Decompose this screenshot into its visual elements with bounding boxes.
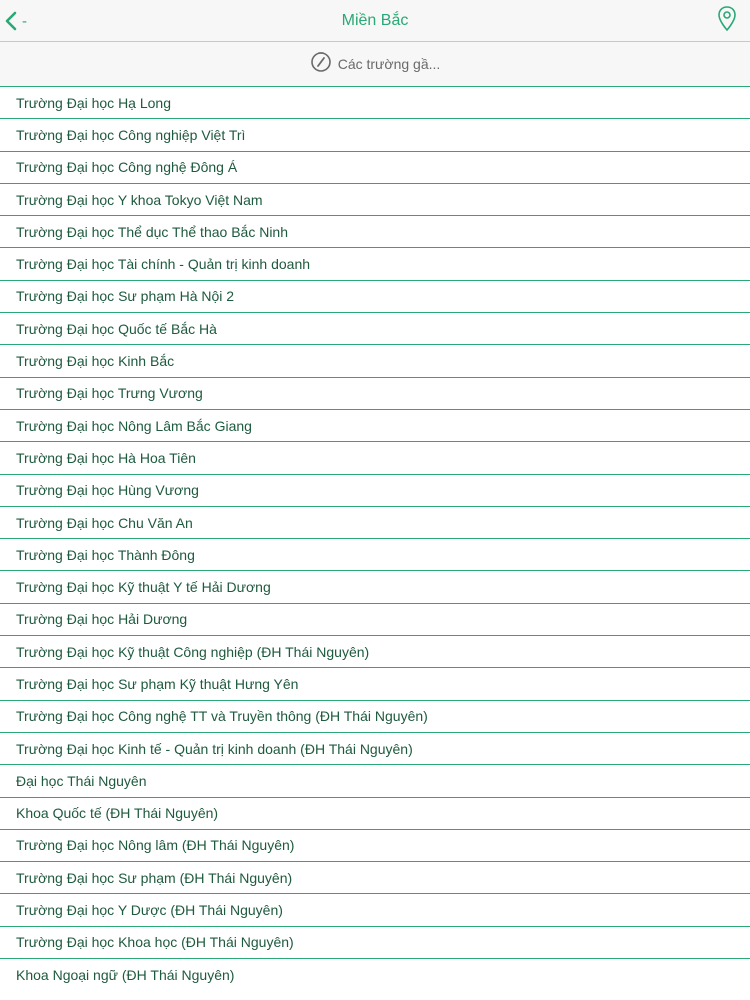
school-list-item[interactable]: Trường Đại học Y Dược (ĐH Thái Nguyên) (0, 893, 750, 925)
school-list-item[interactable]: Trường Đại học Kinh Bắc (0, 344, 750, 376)
navigation-bar (0, 0, 750, 42)
school-list-item[interactable]: Trường Đại học Y khoa Tokyo Việt Nam (0, 183, 750, 215)
school-list-item[interactable]: Trường Đại học Nông lâm (ĐH Thái Nguyên) (0, 829, 750, 861)
school-list-item[interactable]: Trường Đại học Kỹ thuật Y tế Hải Dương (0, 570, 750, 602)
school-list-item[interactable]: Khoa Quốc tế (ĐH Thái Nguyên) (0, 797, 750, 829)
school-list-item[interactable]: Trường Đại học Hải Dương (0, 603, 750, 635)
school-list-item[interactable]: Đại học Thái Nguyên (0, 764, 750, 796)
school-list-item[interactable]: Trường Đại học Kinh tế - Quản trị kinh doanh (ĐH Thái Nguyên) (0, 732, 750, 764)
location-button[interactable] (710, 5, 744, 37)
school-list-item[interactable]: Trường Đại học Sư phạm Kỹ thuật Hưng Yên (0, 667, 750, 699)
school-list-item[interactable]: Trường Đại học Khoa học (ĐH Thái Nguyên) (0, 926, 750, 958)
school-list-item[interactable]: Trường Đại học Chu Văn An (0, 506, 750, 538)
school-list-item[interactable]: Trường Đại học Hùng Vương (0, 474, 750, 506)
status-text: Các trường gầ... (337, 56, 441, 72)
map-pin-icon (717, 5, 737, 38)
school-list-item[interactable]: Trường Đại học Tài chính - Quản trị kinh doanh (0, 247, 750, 279)
school-list-item[interactable]: Trường Đại học Hạ Long (0, 86, 750, 118)
school-list-item[interactable]: Trường Đại học Quốc tế Bắc Hà (0, 312, 750, 344)
school-list-item[interactable]: Trường Đại học Hà Hoa Tiên (0, 441, 750, 473)
school-list-item[interactable]: Khoa Ngoại ngữ (ĐH Thái Nguyên) (0, 958, 750, 990)
page-title: Miền Bắc (341, 12, 409, 29)
school-list-item[interactable]: Trường Đại học Nông Lâm Bắc Giang (0, 409, 750, 441)
back-label: - (22, 12, 27, 30)
school-list-item[interactable]: Trường Đại học Sư phạm (ĐH Thái Nguyên) (0, 861, 750, 893)
school-list-item[interactable]: Trường Đại học Thể dục Thể thao Bắc Ninh (0, 215, 750, 247)
nearby-schools-status (0, 42, 750, 86)
school-list-item[interactable]: Trường Đại học Thành Đông (0, 538, 750, 570)
school-list-item[interactable]: Trường Đại học Công nghiệp Việt Trì (0, 118, 750, 150)
school-list-item[interactable]: Trường Đại học Công nghệ TT và Truyền thông (ĐH Thái Nguyên) (0, 700, 750, 732)
school-list (0, 86, 750, 990)
school-list-item[interactable]: Trường Đại học Sư phạm Hà Nội 2 (0, 280, 750, 312)
school-list-item[interactable]: Trường Đại học Kỹ thuật Công nghiệp (ĐH Thái Nguyên) (0, 635, 750, 667)
compass-icon (310, 51, 332, 78)
school-list-item[interactable]: Trường Đại học Trưng Vương (0, 377, 750, 409)
school-list-item[interactable]: Trường Đại học Công nghệ Đông Á (0, 151, 750, 183)
